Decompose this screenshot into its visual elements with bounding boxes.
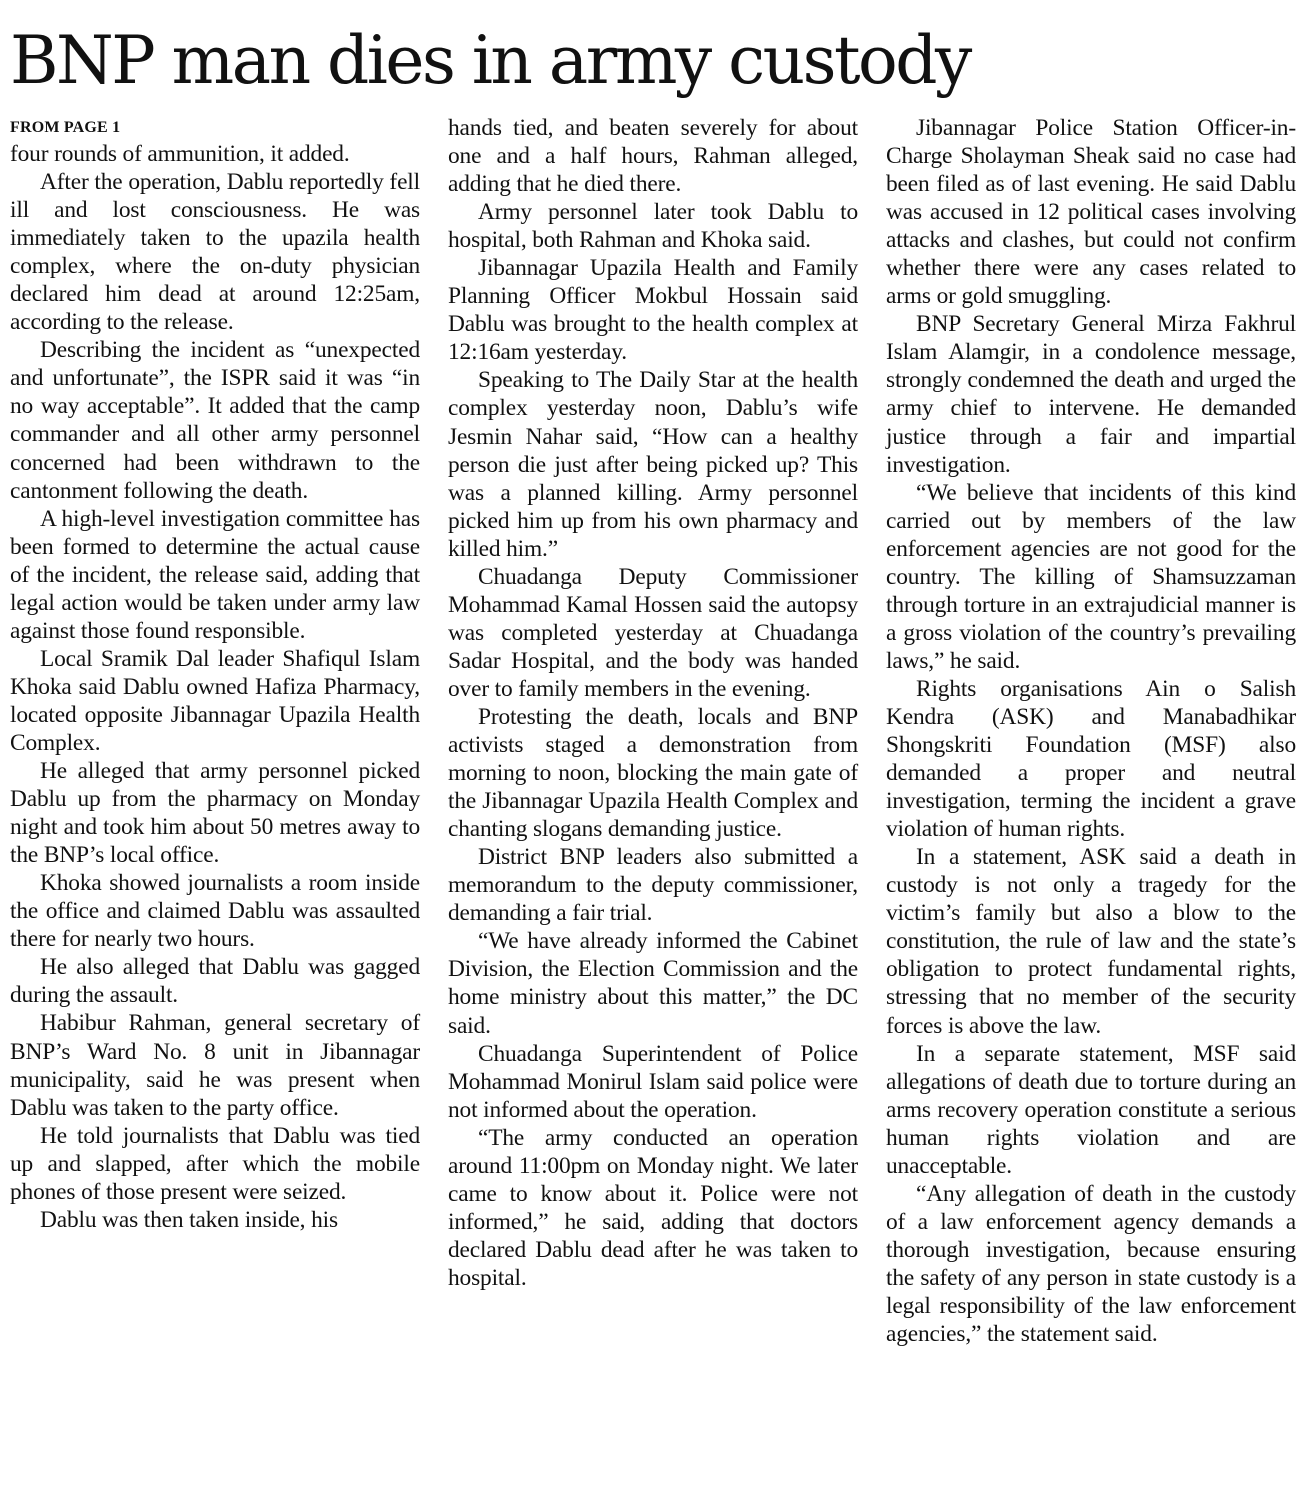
paragraph: In a separate statement, MSF said allegations of death due to torture during an arms recovery operation constitute a serious human rights violation and are unacceptable. — [886, 1040, 1296, 1179]
paragraph: Speaking to The Daily Star at the health complex yesterday noon, Dablu’s wife Jesmin Nahar said, “How can a healthy person die just after being picked up? This was a planned killing. Army personnel picked him up from his own pharmacy and killed him.” — [448, 367, 858, 562]
article-column-2 — [448, 114, 858, 1292]
paragraph: In a statement, ASK said a death in custody is not only a tragedy for the victim’s family but also a blow to the constitution, the rule of law and the state’s obligation to protect fundamental rights, stressing that no member of the security forces is above the law. — [886, 844, 1296, 1039]
paragraph: hands tied, and beaten severely for about one and a half hours, Rahman alleged, adding that he died there. — [448, 115, 858, 198]
paragraph: four rounds of ammunition, it added. — [10, 141, 350, 167]
paragraph: District BNP leaders also submitted a memorandum to the deputy commissioner, demanding a fair trial. — [448, 844, 858, 927]
paragraph: Army personnel later took Dablu to hospital, both Rahman and Khoka said. — [448, 199, 858, 254]
paragraph: He told journalists that Dablu was tied up and slapped, after which the mobile phones of those present were seized. — [10, 1122, 420, 1205]
paragraph: “We have already informed the Cabinet Division, the Election Commission and the home ministry about this matter,” the DC said. — [448, 928, 858, 1039]
paragraph: “The army conducted an operation around 11:00pm on Monday night. We later came to know about it. Police were not informed,” he said, adding that doctors declared Dablu dead after he was taken to hospital. — [448, 1124, 858, 1291]
paragraph: Khoka showed journalists a room inside the office and claimed Dablu was assaulted there for nearly two hours. — [10, 870, 420, 953]
paragraph: “Any allegation of death in the custody of a law enforcement agency demands a thorough investigation, because ensuring the safety of any person in state custody is a legal responsibility of the law enforcement agencies,” the statement said. — [886, 1180, 1296, 1348]
paragraph: He alleged that army personnel picked Dablu up from the pharmacy on Monday night and took him about 50 metres away to the BNP’s local office. — [10, 758, 420, 869]
paragraph: Jibannagar Police Station Officer-in-Charge Sholayman Sheak said no case had been filed as of last evening. He said Dablu was accused in 12 political cases involving attacks and clashes, but could not confirm whether there were any cases related to arms or gold smuggling. — [886, 115, 1296, 310]
paragraph: Chuadanga Superintendent of Police Mohammad Monirul Islam said police were not informed about the operation. — [448, 1040, 858, 1123]
paragraph: Jibannagar Upazila Health and Family Planning Officer Mokbul Hossain said Dablu was brought to the health complex at 12:16am yesterday. — [448, 255, 858, 366]
paragraph: After the operation, Dablu reportedly fell ill and lost consciousness. He was immediately taken to the upazila health complex, where the on-duty physician declared him dead at around 12:25am, according to the release. — [10, 169, 420, 336]
article-headline: BNP man dies in army custody — [10, 22, 970, 99]
paragraph: Protesting the death, locals and BNP activists staged a demonstration from morning to noon, blocking the main gate of the Jibannagar Upazila Health Complex and chanting slogans demanding justice. — [448, 703, 858, 843]
paragraph: He also alleged that Dablu was gagged during the assault. — [10, 954, 420, 1009]
article-column-1 — [10, 114, 420, 1234]
paragraph: Describing the incident as “unexpected and unfortunate”, the ISPR said it was “in no way acceptable”. It added that the camp commander and all other army personnel concerned had been withdrawn to the cantonment following the death. — [10, 337, 420, 504]
paragraph: A high-level investigation committee has been formed to determine the actual cause of the incident, the release said, adding that legal action would be taken under army law against those found responsible. — [10, 505, 420, 644]
from-page-kicker: FROM PAGE 1 — [10, 119, 121, 136]
paragraph: Dablu was then taken inside, his — [40, 1206, 338, 1233]
paragraph: Habibur Rahman, general secretary of BNP’s Ward No. 8 unit in Jibannagar municipality, said he was present when Dablu was taken to the party office. — [10, 1010, 420, 1121]
paragraph: BNP Secretary General Mirza Fakhrul Islam Alamgir, in a condolence message, strongly condemned the death and urged the army chief to intervene. He demanded justice through a fair and impartial investigation. — [886, 311, 1296, 478]
article-column-3 — [886, 114, 1296, 1348]
paragraph: Local Sramik Dal leader Shafiqul Islam Khoka said Dablu owned Hafiza Pharmacy, located opposite Jibannagar Upazila Health Complex. — [10, 645, 420, 756]
paragraph: Rights organisations Ain o Salish Kendra (ASK) and Manabadhikar Shongskriti Foundation (MSF) also demanded a proper and neutral investigation, terming the incident a grave violation of human rights. — [886, 675, 1296, 843]
paragraph: “We believe that incidents of this kind carried out by members of the law enforcement agencies are not good for the country. The killing of Shamsuzzaman through torture in an extrajudicial manner is a gross violation of the country’s prevailing laws,” he said. — [886, 479, 1296, 674]
paragraph: Chuadanga Deputy Commissioner Mohammad Kamal Hossen said the autopsy was completed yesterday at Chuadanga Sadar Hospital, and the body was handed over to family members in the evening. — [448, 563, 858, 702]
